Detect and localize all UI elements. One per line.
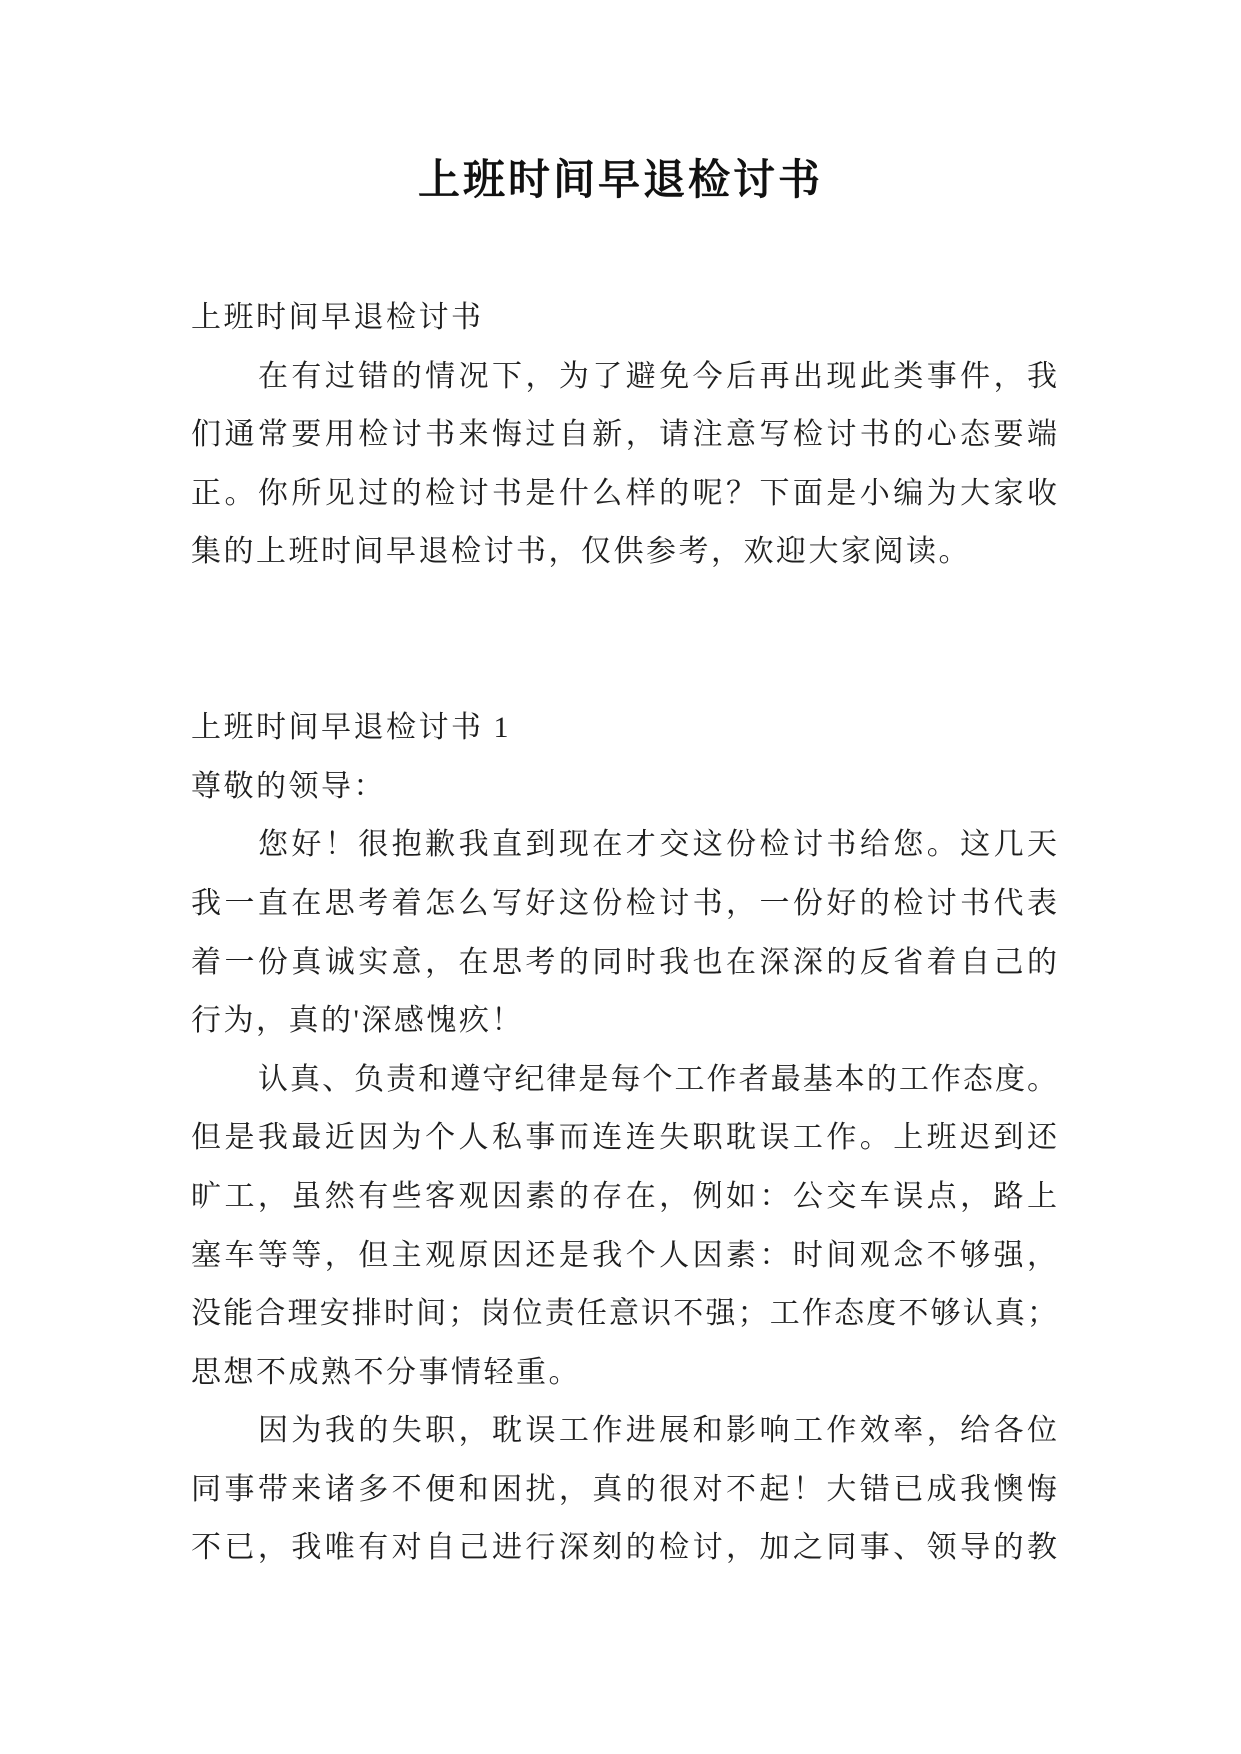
intro-line: 集的上班时间早退检讨书，仅供参考，欢迎大家阅读。: [191, 535, 971, 569]
letter-section: [191, 699, 1057, 1578]
intro-line: 正。你所见过的检讨书是什么样的呢？下面是小编为大家收: [191, 476, 1057, 510]
paragraph-line: 塞车等等，但主观原因还是我个人因素：时间观念不够强，: [191, 1238, 1057, 1272]
document-body: [191, 289, 1057, 1578]
letter-paragraph: [191, 1402, 1057, 1578]
paragraph-line: 您好！很抱歉我直到现在才交这份检讨书给您。这几天: [258, 828, 1057, 862]
paragraph-line: 认真、负责和遵守纪律是每个工作者最基本的工作态度。: [258, 1062, 1057, 1096]
paragraph-line: 没能合理安排时间；岗位责任意识不强；工作态度不够认真；: [191, 1297, 1057, 1331]
paragraph-line: 同事带来诸多不便和困扰，真的很对不起！大错已成我懊悔: [191, 1472, 1057, 1506]
section-heading: 上班时间早退检讨书 1: [191, 711, 511, 745]
paragraph-line: 旷工，虽然有些客观因素的存在，例如：公交车误点，路上: [191, 1179, 1057, 1213]
paragraph-line: 但是我最近因为个人私事而连连失职耽误工作。上班迟到还: [191, 1121, 1057, 1155]
intro-paragraph: [191, 348, 1057, 582]
intro-line: 们通常要用检讨书来悔过自新，请注意写检讨书的心态要端: [191, 418, 1057, 452]
letter-paragraph: [191, 1051, 1057, 1403]
paragraph-line: 因为我的失职，耽误工作进展和影响工作效率，给各位: [258, 1414, 1057, 1448]
document-heading: 上班时间早退检讨书: [191, 301, 484, 334]
salutation: 尊敬的领导：: [191, 769, 386, 803]
intro-line: 在有过错的情况下，为了避免今后再出现此类事件，我: [258, 359, 1057, 393]
paragraph-line: 我一直在思考着怎么写好这份检讨书，一份好的检讨书代表: [191, 886, 1057, 920]
document-title: 上班时间早退检讨书: [417, 156, 823, 203]
paragraph-line: 着一份真诚实意，在思考的同时我也在深深的反省着自己的: [191, 945, 1057, 979]
paragraph-line: 行为，真的'深感愧疚！: [191, 1004, 524, 1038]
letter-paragraph: [191, 816, 1057, 1050]
paragraph-line: 不已，我唯有对自己进行深刻的检讨，加之同事、领导的教: [191, 1531, 1057, 1565]
paragraph-line: 思想不成熟不分事情轻重。: [191, 1355, 581, 1389]
